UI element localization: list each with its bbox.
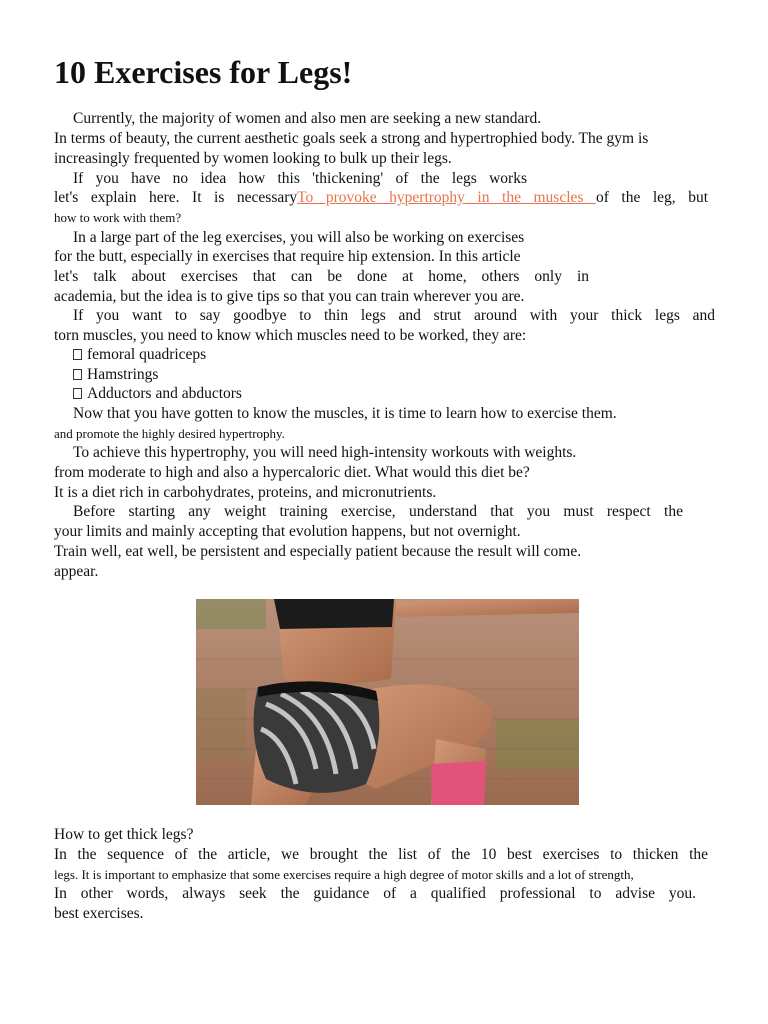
paragraph-line: for the butt, especially in exercises that require hip extension. In this article [54, 248, 521, 265]
paragraph-line [54, 188, 708, 208]
paragraph-line: If you want to say goodbye to thin legs and strut around with your thick legs and [73, 307, 715, 324]
paragraph-line: To achieve this hypertrophy, you will need high-intensity workouts with weights. [73, 444, 577, 461]
paragraph-line: In the sequence of the article, we brought the list of the 10 best exercises to thicken the [54, 846, 708, 863]
hypertrophy-link[interactable]: To provoke hypertrophy in the muscles [297, 189, 596, 206]
list-item [73, 345, 206, 365]
paragraph-line: Train well, eat well, be persistent and especially patient because the result will come. [54, 543, 582, 560]
paragraph-line: It is a diet rich in carbohydrates, proteins, and micronutrients. [54, 484, 437, 501]
paragraph-line: If you have no idea how this 'thickening' of the legs works [73, 170, 527, 187]
bullet-icon [73, 388, 82, 399]
list-item-label: Adductors and abductors [87, 385, 242, 402]
paragraph-line: In other words, always seek the guidance of a qualified professional to advise you. [54, 885, 696, 902]
page-title: 10 Exercises for Legs! [54, 54, 353, 90]
paragraph-line: academia, but the idea is to give tips so that you can train wherever you are. [54, 288, 525, 305]
paragraph-line: legs. It is important to emphasize that some exercises require a high degree of motor skills and a lot of strength, [54, 867, 634, 882]
leg-exercise-photo [196, 599, 579, 805]
paragraph-line: Currently, the majority of women and also men are seeking a new standard. [73, 110, 542, 127]
paragraph-text: let's explain here. It is necessary [54, 189, 298, 206]
paragraph-line: best exercises. [54, 905, 144, 922]
bullet-icon [73, 349, 82, 360]
paragraph-line: how to work with them? [54, 210, 182, 225]
paragraph-line: In terms of beauty, the current aesthetic goals seek a strong and hypertrophied body. The gym is [54, 130, 649, 147]
list-item [73, 365, 158, 385]
paragraph-line: Before starting any weight training exercise, understand that you must respect the [73, 503, 683, 520]
list-item [73, 384, 242, 404]
paragraph-line: appear. [54, 563, 99, 580]
paragraph-line: let's talk about exercises that can be done at home, others only in [54, 268, 589, 285]
paragraph-line: Now that you have gotten to know the muscles, it is time to learn how to exercise them. [73, 405, 617, 422]
bullet-icon [73, 369, 82, 380]
paragraph-line: In a large part of the leg exercises, you will also be working on exercises [73, 229, 525, 246]
list-item-label: Hamstrings [87, 366, 159, 383]
paragraph-line: increasingly frequented by women looking to bulk up their legs. [54, 150, 452, 167]
photo-illustration [196, 599, 579, 805]
paragraph-text: of the leg, but [595, 189, 708, 206]
list-item-label: femoral quadriceps [87, 346, 207, 363]
section-heading: How to get thick legs? [54, 826, 194, 843]
paragraph-line: your limits and mainly accepting that evolution happens, but not overnight. [54, 523, 521, 540]
paragraph-line: and promote the highly desired hypertrophy. [54, 426, 285, 441]
paragraph-line: from moderate to high and also a hypercaloric diet. What would this diet be? [54, 464, 530, 481]
paragraph-line: torn muscles, you need to know which muscles need to be worked, they are: [54, 327, 527, 344]
